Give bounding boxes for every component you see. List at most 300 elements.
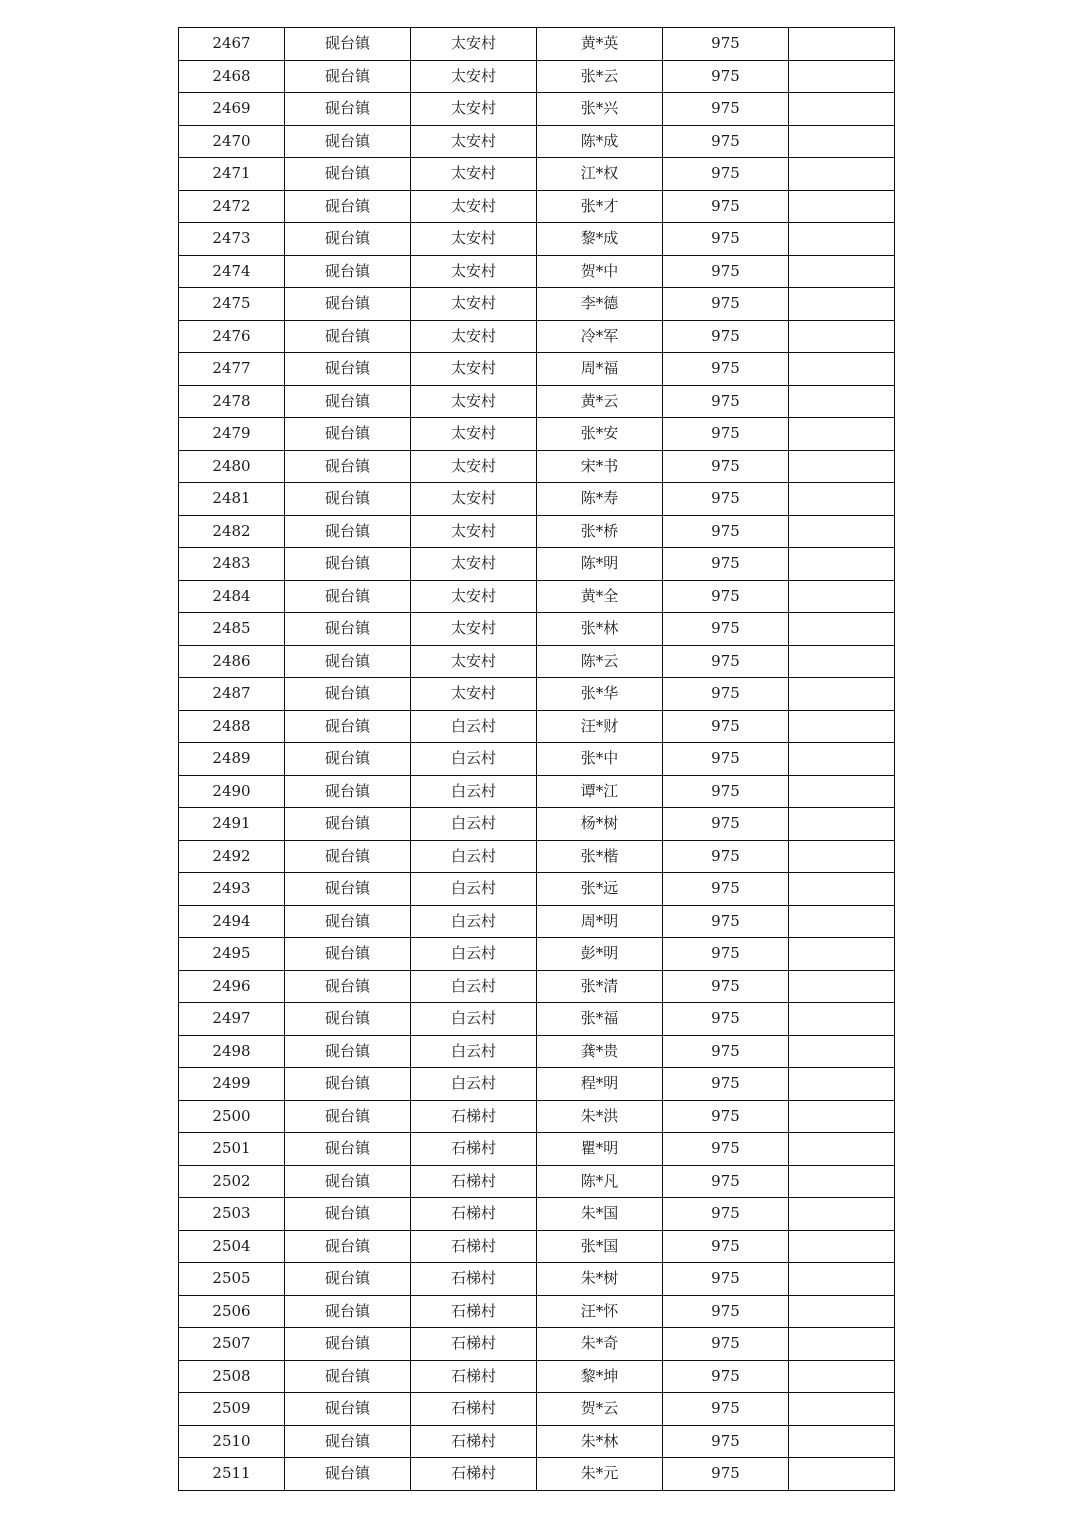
name-cell: 朱*树	[537, 1263, 663, 1296]
row-number-cell: 2479	[179, 418, 285, 451]
town-cell: 砚台镇	[285, 1458, 411, 1491]
row-number-cell: 2493	[179, 873, 285, 906]
amount-cell: 975	[663, 515, 789, 548]
roster-table	[178, 27, 895, 1491]
village-cell: 太安村	[411, 580, 537, 613]
amount-cell: 975	[663, 613, 789, 646]
row-number-cell: 2475	[179, 288, 285, 321]
village-cell: 太安村	[411, 515, 537, 548]
note-cell	[789, 775, 895, 808]
village-cell: 白云村	[411, 840, 537, 873]
village-cell: 白云村	[411, 970, 537, 1003]
note-cell	[789, 1133, 895, 1166]
town-cell: 砚台镇	[285, 125, 411, 158]
name-cell: 张*远	[537, 873, 663, 906]
name-cell: 张*华	[537, 678, 663, 711]
amount-cell: 975	[663, 1263, 789, 1296]
row-number-cell: 2478	[179, 385, 285, 418]
name-cell: 江*权	[537, 158, 663, 191]
village-cell: 石梯村	[411, 1393, 537, 1426]
town-cell: 砚台镇	[285, 678, 411, 711]
table-row	[179, 1003, 895, 1036]
table-row	[179, 320, 895, 353]
town-cell: 砚台镇	[285, 1393, 411, 1426]
village-cell: 白云村	[411, 938, 537, 971]
town-cell: 砚台镇	[285, 28, 411, 61]
town-cell: 砚台镇	[285, 1328, 411, 1361]
name-cell: 张*云	[537, 60, 663, 93]
village-cell: 太安村	[411, 60, 537, 93]
name-cell: 张*安	[537, 418, 663, 451]
table-row	[179, 1263, 895, 1296]
amount-cell: 975	[663, 255, 789, 288]
note-cell	[789, 1198, 895, 1231]
row-number-cell: 2482	[179, 515, 285, 548]
note-cell	[789, 1263, 895, 1296]
name-cell: 汪*怀	[537, 1295, 663, 1328]
note-cell	[789, 1393, 895, 1426]
amount-cell: 975	[663, 28, 789, 61]
amount-cell: 975	[663, 223, 789, 256]
amount-cell: 975	[663, 483, 789, 516]
table-row	[179, 1295, 895, 1328]
note-cell	[789, 28, 895, 61]
amount-cell: 975	[663, 548, 789, 581]
amount-cell: 975	[663, 645, 789, 678]
note-cell	[789, 483, 895, 516]
village-cell: 太安村	[411, 28, 537, 61]
row-number-cell: 2499	[179, 1068, 285, 1101]
table-row	[179, 1035, 895, 1068]
village-cell: 石梯村	[411, 1230, 537, 1263]
name-cell: 张*福	[537, 1003, 663, 1036]
amount-cell: 975	[663, 775, 789, 808]
name-cell: 朱*林	[537, 1425, 663, 1458]
amount-cell: 975	[663, 158, 789, 191]
amount-cell: 975	[663, 1035, 789, 1068]
village-cell: 太安村	[411, 255, 537, 288]
town-cell: 砚台镇	[285, 1198, 411, 1231]
amount-cell: 975	[663, 385, 789, 418]
note-cell	[789, 873, 895, 906]
village-cell: 石梯村	[411, 1360, 537, 1393]
town-cell: 砚台镇	[285, 710, 411, 743]
town-cell: 砚台镇	[285, 1263, 411, 1296]
table-row	[179, 1360, 895, 1393]
note-cell	[789, 1230, 895, 1263]
village-cell: 太安村	[411, 678, 537, 711]
note-cell	[789, 613, 895, 646]
row-number-cell: 2501	[179, 1133, 285, 1166]
note-cell	[789, 125, 895, 158]
town-cell: 砚台镇	[285, 255, 411, 288]
row-number-cell: 2503	[179, 1198, 285, 1231]
name-cell: 瞿*明	[537, 1133, 663, 1166]
amount-cell: 975	[663, 190, 789, 223]
amount-cell: 975	[663, 1133, 789, 1166]
amount-cell: 975	[663, 1100, 789, 1133]
table-row	[179, 450, 895, 483]
name-cell: 周*明	[537, 905, 663, 938]
note-cell	[789, 710, 895, 743]
table-row	[179, 1165, 895, 1198]
town-cell: 砚台镇	[285, 970, 411, 1003]
amount-cell: 975	[663, 353, 789, 386]
village-cell: 白云村	[411, 1003, 537, 1036]
town-cell: 砚台镇	[285, 808, 411, 841]
row-number-cell: 2477	[179, 353, 285, 386]
note-cell	[789, 353, 895, 386]
table-row	[179, 158, 895, 191]
table-row	[179, 873, 895, 906]
town-cell: 砚台镇	[285, 515, 411, 548]
amount-cell: 975	[663, 450, 789, 483]
table-row	[179, 1133, 895, 1166]
table-row	[179, 60, 895, 93]
town-cell: 砚台镇	[285, 1425, 411, 1458]
note-cell	[789, 223, 895, 256]
name-cell: 张*兴	[537, 93, 663, 126]
row-number-cell: 2500	[179, 1100, 285, 1133]
town-cell: 砚台镇	[285, 320, 411, 353]
row-number-cell: 2485	[179, 613, 285, 646]
row-number-cell: 2488	[179, 710, 285, 743]
row-number-cell: 2491	[179, 808, 285, 841]
name-cell: 龚*贵	[537, 1035, 663, 1068]
amount-cell: 975	[663, 1295, 789, 1328]
village-cell: 石梯村	[411, 1198, 537, 1231]
amount-cell: 975	[663, 1458, 789, 1491]
table-row	[179, 255, 895, 288]
table-row	[179, 353, 895, 386]
row-number-cell: 2486	[179, 645, 285, 678]
town-cell: 砚台镇	[285, 1360, 411, 1393]
row-number-cell: 2472	[179, 190, 285, 223]
table-row	[179, 1198, 895, 1231]
town-cell: 砚台镇	[285, 548, 411, 581]
name-cell: 杨*树	[537, 808, 663, 841]
village-cell: 太安村	[411, 418, 537, 451]
name-cell: 黎*坤	[537, 1360, 663, 1393]
amount-cell: 975	[663, 1393, 789, 1426]
note-cell	[789, 548, 895, 581]
row-number-cell: 2470	[179, 125, 285, 158]
table-row	[179, 548, 895, 581]
village-cell: 太安村	[411, 158, 537, 191]
table-row	[179, 1425, 895, 1458]
amount-cell: 975	[663, 1068, 789, 1101]
amount-cell: 975	[663, 938, 789, 971]
amount-cell: 975	[663, 873, 789, 906]
amount-cell: 975	[663, 970, 789, 1003]
name-cell: 张*才	[537, 190, 663, 223]
note-cell	[789, 645, 895, 678]
note-cell	[789, 938, 895, 971]
amount-cell: 975	[663, 808, 789, 841]
village-cell: 白云村	[411, 905, 537, 938]
town-cell: 砚台镇	[285, 743, 411, 776]
row-number-cell: 2467	[179, 28, 285, 61]
note-cell	[789, 1003, 895, 1036]
roster-table-body	[179, 28, 895, 1491]
amount-cell: 975	[663, 840, 789, 873]
note-cell	[789, 385, 895, 418]
name-cell: 陈*寿	[537, 483, 663, 516]
name-cell: 宋*书	[537, 450, 663, 483]
village-cell: 石梯村	[411, 1425, 537, 1458]
name-cell: 张*清	[537, 970, 663, 1003]
amount-cell: 975	[663, 288, 789, 321]
town-cell: 砚台镇	[285, 905, 411, 938]
row-number-cell: 2504	[179, 1230, 285, 1263]
name-cell: 贺*云	[537, 1393, 663, 1426]
table-row	[179, 710, 895, 743]
village-cell: 白云村	[411, 1035, 537, 1068]
name-cell: 黄*云	[537, 385, 663, 418]
name-cell: 彭*明	[537, 938, 663, 971]
row-number-cell: 2490	[179, 775, 285, 808]
note-cell	[789, 580, 895, 613]
table-row	[179, 1458, 895, 1491]
village-cell: 白云村	[411, 808, 537, 841]
table-row	[179, 1230, 895, 1263]
amount-cell: 975	[663, 125, 789, 158]
note-cell	[789, 60, 895, 93]
note-cell	[789, 418, 895, 451]
amount-cell: 975	[663, 580, 789, 613]
row-number-cell: 2489	[179, 743, 285, 776]
amount-cell: 975	[663, 1165, 789, 1198]
note-cell	[789, 1035, 895, 1068]
table-row	[179, 743, 895, 776]
table-row	[179, 288, 895, 321]
row-number-cell: 2506	[179, 1295, 285, 1328]
name-cell: 谭*江	[537, 775, 663, 808]
amount-cell: 975	[663, 678, 789, 711]
table-row	[179, 840, 895, 873]
note-cell	[789, 970, 895, 1003]
row-number-cell: 2471	[179, 158, 285, 191]
name-cell: 张*桥	[537, 515, 663, 548]
row-number-cell: 2498	[179, 1035, 285, 1068]
row-number-cell: 2468	[179, 60, 285, 93]
name-cell: 程*明	[537, 1068, 663, 1101]
village-cell: 石梯村	[411, 1458, 537, 1491]
note-cell	[789, 190, 895, 223]
note-cell	[789, 808, 895, 841]
village-cell: 白云村	[411, 873, 537, 906]
village-cell: 白云村	[411, 1068, 537, 1101]
village-cell: 石梯村	[411, 1100, 537, 1133]
table-row	[179, 1068, 895, 1101]
village-cell: 太安村	[411, 125, 537, 158]
note-cell	[789, 158, 895, 191]
row-number-cell: 2497	[179, 1003, 285, 1036]
name-cell: 冷*军	[537, 320, 663, 353]
village-cell: 太安村	[411, 93, 537, 126]
table-row	[179, 93, 895, 126]
village-cell: 白云村	[411, 710, 537, 743]
table-row	[179, 678, 895, 711]
note-cell	[789, 1360, 895, 1393]
row-number-cell: 2476	[179, 320, 285, 353]
village-cell: 太安村	[411, 190, 537, 223]
note-cell	[789, 1425, 895, 1458]
town-cell: 砚台镇	[285, 450, 411, 483]
town-cell: 砚台镇	[285, 580, 411, 613]
table-row	[179, 483, 895, 516]
table-row	[179, 938, 895, 971]
table-row	[179, 515, 895, 548]
amount-cell: 975	[663, 905, 789, 938]
table-row	[179, 28, 895, 61]
note-cell	[789, 905, 895, 938]
village-cell: 石梯村	[411, 1133, 537, 1166]
village-cell: 太安村	[411, 450, 537, 483]
name-cell: 陈*明	[537, 548, 663, 581]
note-cell	[789, 1165, 895, 1198]
table-row	[179, 580, 895, 613]
row-number-cell: 2495	[179, 938, 285, 971]
name-cell: 黄*全	[537, 580, 663, 613]
town-cell: 砚台镇	[285, 353, 411, 386]
table-row	[179, 1328, 895, 1361]
town-cell: 砚台镇	[285, 483, 411, 516]
row-number-cell: 2511	[179, 1458, 285, 1491]
town-cell: 砚台镇	[285, 873, 411, 906]
name-cell: 朱*洪	[537, 1100, 663, 1133]
note-cell	[789, 255, 895, 288]
note-cell	[789, 320, 895, 353]
town-cell: 砚台镇	[285, 93, 411, 126]
table-row	[179, 1393, 895, 1426]
amount-cell: 975	[663, 1425, 789, 1458]
row-number-cell: 2474	[179, 255, 285, 288]
note-cell	[789, 678, 895, 711]
town-cell: 砚台镇	[285, 223, 411, 256]
table-row	[179, 970, 895, 1003]
table-row	[179, 905, 895, 938]
row-number-cell: 2505	[179, 1263, 285, 1296]
village-cell: 石梯村	[411, 1328, 537, 1361]
name-cell: 黄*英	[537, 28, 663, 61]
name-cell: 陈*凡	[537, 1165, 663, 1198]
amount-cell: 975	[663, 1230, 789, 1263]
village-cell: 太安村	[411, 548, 537, 581]
row-number-cell: 2481	[179, 483, 285, 516]
village-cell: 太安村	[411, 320, 537, 353]
name-cell: 贺*中	[537, 255, 663, 288]
name-cell: 张*林	[537, 613, 663, 646]
note-cell	[789, 1458, 895, 1491]
town-cell: 砚台镇	[285, 385, 411, 418]
note-cell	[789, 1295, 895, 1328]
amount-cell: 975	[663, 743, 789, 776]
name-cell: 周*福	[537, 353, 663, 386]
name-cell: 张*中	[537, 743, 663, 776]
table-row	[179, 190, 895, 223]
row-number-cell: 2509	[179, 1393, 285, 1426]
note-cell	[789, 1100, 895, 1133]
town-cell: 砚台镇	[285, 1165, 411, 1198]
town-cell: 砚台镇	[285, 1230, 411, 1263]
row-number-cell: 2483	[179, 548, 285, 581]
village-cell: 太安村	[411, 645, 537, 678]
table-row	[179, 613, 895, 646]
village-cell: 石梯村	[411, 1263, 537, 1296]
town-cell: 砚台镇	[285, 1068, 411, 1101]
row-number-cell: 2473	[179, 223, 285, 256]
name-cell: 李*德	[537, 288, 663, 321]
town-cell: 砚台镇	[285, 938, 411, 971]
row-number-cell: 2484	[179, 580, 285, 613]
table-row	[179, 1100, 895, 1133]
town-cell: 砚台镇	[285, 158, 411, 191]
village-cell: 白云村	[411, 743, 537, 776]
note-cell	[789, 93, 895, 126]
amount-cell: 975	[663, 1003, 789, 1036]
name-cell: 陈*成	[537, 125, 663, 158]
row-number-cell: 2469	[179, 93, 285, 126]
amount-cell: 975	[663, 710, 789, 743]
row-number-cell: 2494	[179, 905, 285, 938]
town-cell: 砚台镇	[285, 190, 411, 223]
amount-cell: 975	[663, 418, 789, 451]
village-cell: 太安村	[411, 353, 537, 386]
amount-cell: 975	[663, 1198, 789, 1231]
town-cell: 砚台镇	[285, 60, 411, 93]
row-number-cell: 2487	[179, 678, 285, 711]
town-cell: 砚台镇	[285, 1035, 411, 1068]
town-cell: 砚台镇	[285, 1100, 411, 1133]
table-row	[179, 418, 895, 451]
note-cell	[789, 288, 895, 321]
amount-cell: 975	[663, 1328, 789, 1361]
village-cell: 太安村	[411, 613, 537, 646]
town-cell: 砚台镇	[285, 288, 411, 321]
table-row	[179, 125, 895, 158]
town-cell: 砚台镇	[285, 775, 411, 808]
name-cell: 张*国	[537, 1230, 663, 1263]
village-cell: 白云村	[411, 775, 537, 808]
row-number-cell: 2496	[179, 970, 285, 1003]
row-number-cell: 2492	[179, 840, 285, 873]
town-cell: 砚台镇	[285, 418, 411, 451]
amount-cell: 975	[663, 93, 789, 126]
table-row	[179, 808, 895, 841]
village-cell: 石梯村	[411, 1295, 537, 1328]
town-cell: 砚台镇	[285, 840, 411, 873]
row-number-cell: 2507	[179, 1328, 285, 1361]
note-cell	[789, 1328, 895, 1361]
town-cell: 砚台镇	[285, 645, 411, 678]
row-number-cell: 2510	[179, 1425, 285, 1458]
amount-cell: 975	[663, 1360, 789, 1393]
table-row	[179, 775, 895, 808]
name-cell: 朱*国	[537, 1198, 663, 1231]
name-cell: 汪*财	[537, 710, 663, 743]
note-cell	[789, 515, 895, 548]
town-cell: 砚台镇	[285, 1133, 411, 1166]
table-row	[179, 645, 895, 678]
note-cell	[789, 743, 895, 776]
row-number-cell: 2508	[179, 1360, 285, 1393]
village-cell: 太安村	[411, 223, 537, 256]
village-cell: 太安村	[411, 288, 537, 321]
town-cell: 砚台镇	[285, 1003, 411, 1036]
town-cell: 砚台镇	[285, 613, 411, 646]
name-cell: 黎*成	[537, 223, 663, 256]
